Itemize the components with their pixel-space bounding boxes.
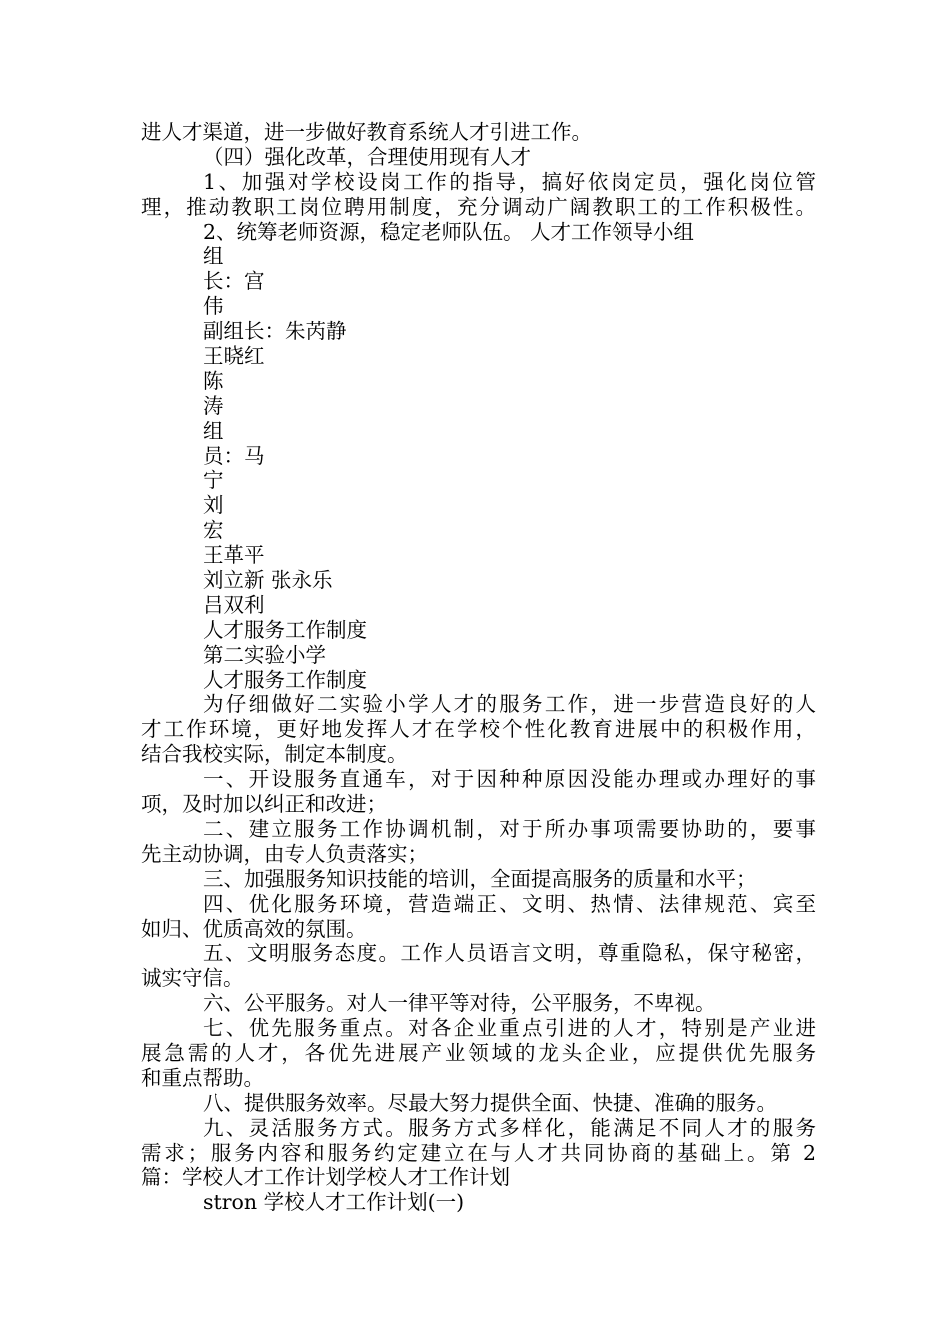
text-line: 王晓红 [203,344,265,369]
text-line: 和重点帮助。 [141,1065,264,1090]
text-line: 1、加强对学校设岗工作的指导，搞好依岗定员，强化岗位管 [203,169,816,194]
text-line: （四）强化改革，合理使用现有人才 [203,144,531,169]
text-line: 一、开设服务直通车，对于因种种原因没能办理或办理好的事 [203,767,816,792]
text-line: 二、建立服务工作协调机制，对于所办事项需要协助的，要事 [203,816,816,841]
text-line: 刘立新 张永乐 [203,568,333,593]
text-line: 篇：学校人才工作计划学校人才工作计划 [141,1165,510,1190]
text-line: 七、优先服务重点。对各企业重点引进的人才，特别是产业进 [203,1016,816,1041]
text-line: 2、统筹老师资源，稳定老师队伍。 人才工作领导小组 [203,219,695,244]
text-line: 六、公平服务。对人一律平等对待，公平服务，不卑视。 [203,991,716,1016]
document-page [141,120,816,1215]
text-line: 三、加强服务知识技能的培训，全面提高服务的质量和水平； [203,866,757,891]
text-line: 宁 [203,468,224,493]
text-line: stron 学校人才工作计划(一) [203,1190,465,1215]
text-line: 员：马 [203,443,265,468]
text-line: 展急需的人才，各优先进展产业领域的龙头企业，应提供优先服务 [141,1040,816,1065]
text-line: 诚实守信。 [141,966,244,991]
text-line: 如归、优质高效的氛围。 [141,916,367,941]
text-line: 九、灵活服务方式。服务方式多样化，能满足不同人才的服务 [203,1115,816,1140]
text-line: 为仔细做好二实验小学人才的服务工作，进一步营造良好的人 [203,692,816,717]
text-line: 伟 [203,294,224,319]
text-line: 理，推动教职工岗位聘用制度，充分调动广阔教职工的工作积极性。 [141,194,816,219]
text-line: 长：宫 [203,269,265,294]
text-line: 进人才渠道，进一步做好教育系统人才引进工作。 [141,120,592,144]
text-line: 吕双利 [203,592,265,617]
text-line: 涛 [203,393,224,418]
text-line: 项，及时加以纠正和改进； [141,792,387,817]
text-line: 五、文明服务态度。工作人员语言文明，尊重隐私，保守秘密， [203,941,816,966]
text-line: 组 [203,244,224,269]
text-line: 需求；服务内容和服务约定建立在与人才共同协商的基础上。第 2 [141,1140,816,1165]
text-line: 第二实验小学 [203,642,326,667]
text-line: 王革平 [203,543,265,568]
text-line: 陈 [203,368,224,393]
text-line: 宏 [203,518,224,543]
text-line: 人才服务工作制度 [203,617,367,642]
text-line: 人才服务工作制度 [203,667,367,692]
text-line: 先主动协调，由专人负责落实； [141,841,428,866]
text-line: 八、提供服务效率。尽最大努力提供全面、快捷、准确的服务。 [203,1090,777,1115]
text-line: 刘 [203,493,224,518]
text-line: 组 [203,418,224,443]
text-line: 才工作环境，更好地发挥人才在学校个性化教育进展中的积极作用， [141,717,816,742]
text-line: 四、优化服务环境，营造端正、文明、热情、法律规范、宾至 [203,891,816,916]
text-line: 结合我校实际，制定本制度。 [141,742,408,767]
text-line: 副组长：朱芮静 [203,319,347,344]
